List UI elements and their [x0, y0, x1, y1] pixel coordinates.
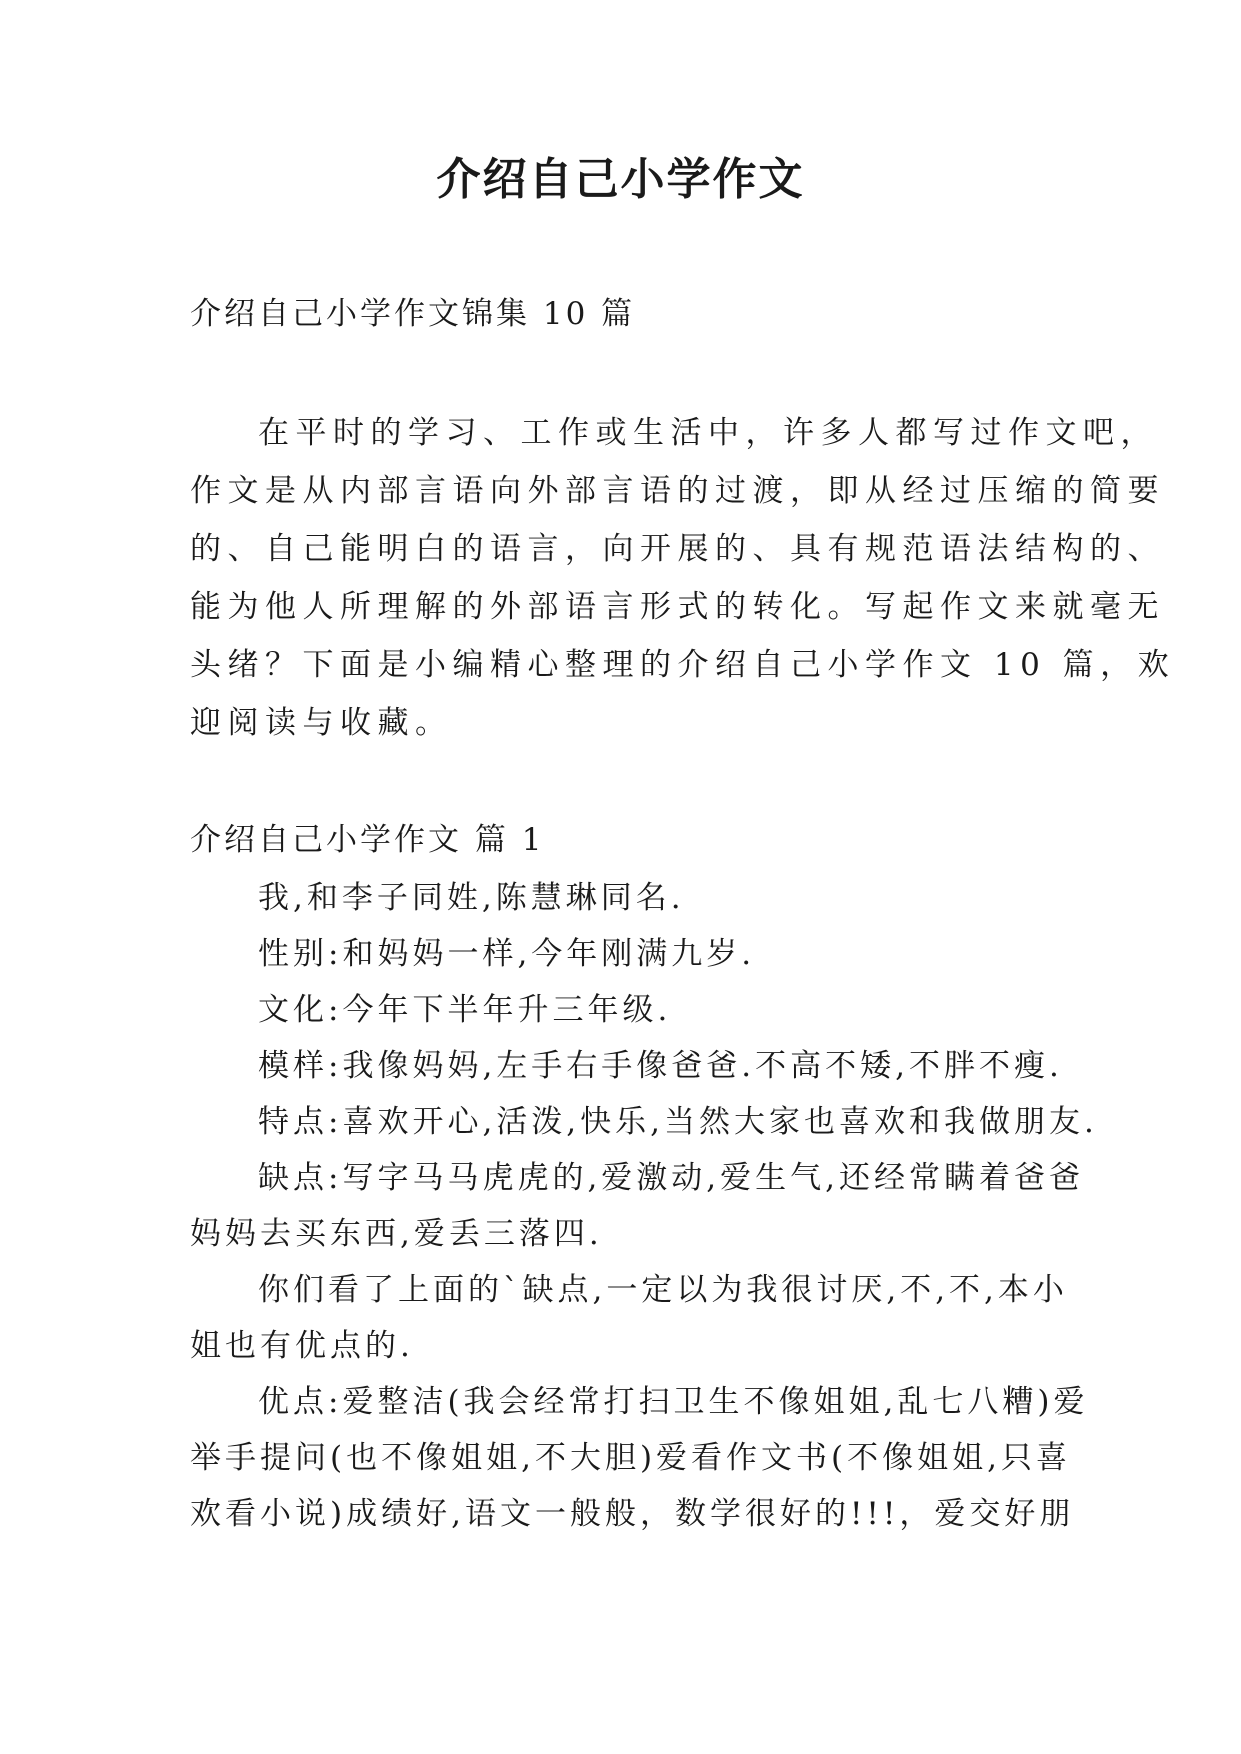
essay-line: 欢看小说)成绩好,语文一般般，数学很好的!!!，爱交好朋	[190, 1496, 1075, 1532]
essay-body	[190, 870, 1098, 1542]
intro-line: 迎阅读与收藏。	[190, 705, 453, 741]
intro-line: 头绪？下面是小编精心整理的介绍自己小学作文 10 篇，欢	[190, 647, 1176, 683]
essay-line: 我,和李子同姓,陈慧琳同名.	[258, 880, 685, 916]
intro-line: 在平时的学习、工作或生活中，许多人都写过作文吧，	[258, 415, 1158, 451]
section-heading: 介绍自己小学作文 篇 1	[190, 822, 545, 858]
essay-line: 文化:今年下半年升三年级.	[258, 992, 672, 1028]
intro-line: 的、自己能明白的语言，向开展的、具有规范语法结构的、	[190, 531, 1165, 567]
essay-line: 你们看了上面的`缺点,一定以为我很讨厌,不,不,本小	[258, 1272, 1068, 1308]
essay-line: 性别:和妈妈一样,今年刚满九岁.	[258, 936, 756, 972]
essay-line: 举手提问(也不像姐姐,不大胆)爱看作文书(不像姐姐,只喜	[190, 1440, 1071, 1476]
intro-line: 能为他人所理解的外部语言形式的转化。写起作文来就毫无	[190, 589, 1165, 625]
essay-line: 姐也有优点的.	[190, 1328, 414, 1364]
document-subtitle: 介绍自己小学作文锦集 10 篇	[190, 296, 636, 332]
essay-line: 妈妈去买东西,爱丢三落四.	[190, 1216, 603, 1252]
essay-line: 特点:喜欢开心,活泼,快乐,当然大家也喜欢和我做朋友.	[258, 1104, 1098, 1140]
essay-line: 优点:爱整洁(我会经常打扫卫生不像姐姐,乱七八糟)爱	[258, 1384, 1089, 1420]
essay-line: 模样:我像妈妈,左手右手像爸爸.不高不矮,不胖不瘦.	[258, 1048, 1063, 1084]
intro-paragraph	[190, 404, 1176, 752]
intro-line: 作文是从内部言语向外部言语的过渡，即从经过压缩的简要	[190, 473, 1165, 509]
document-title: 介绍自己小学作文	[436, 154, 805, 205]
essay-line: 缺点:写字马马虎虎的,爱激动,爱生气,还经常瞒着爸爸	[258, 1160, 1085, 1196]
